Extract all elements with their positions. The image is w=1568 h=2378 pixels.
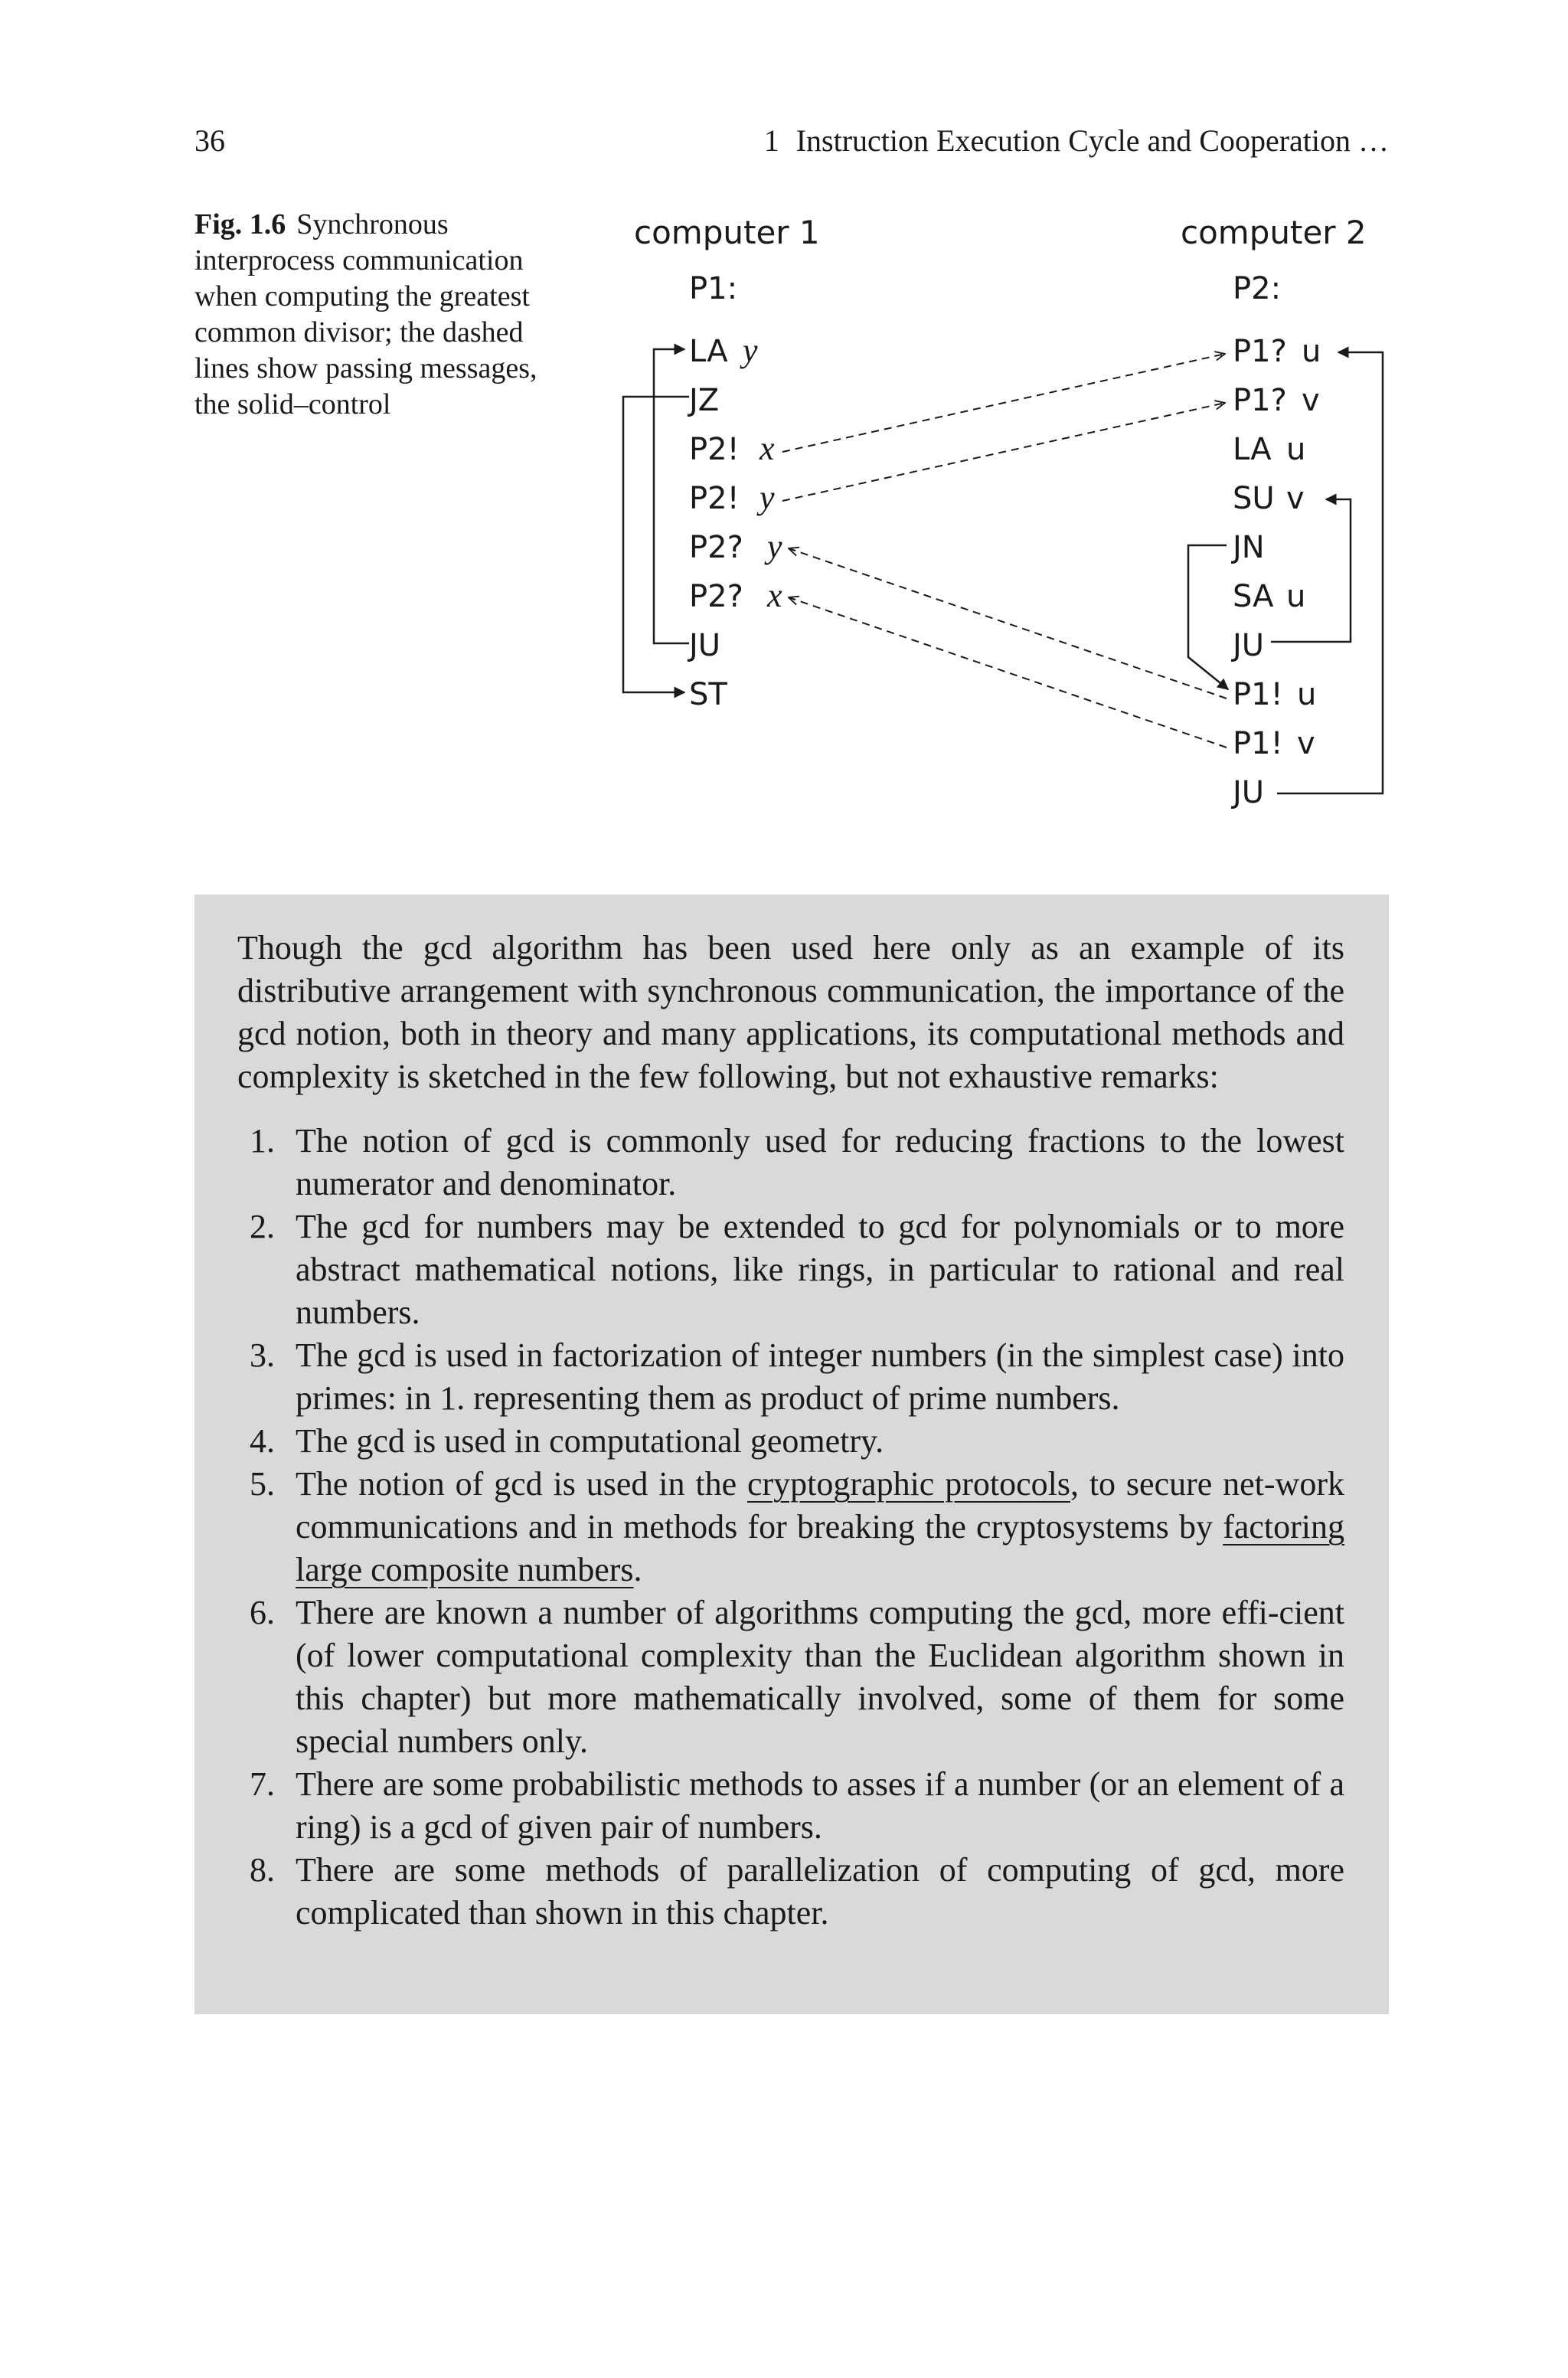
remark-text-part: .: [633, 1551, 642, 1588]
remarks-list: [237, 1120, 1344, 1935]
c2-op-p1-send-1: P1!: [1233, 677, 1283, 712]
c1-arg-p2-recv-2: x: [767, 577, 782, 614]
c2-arg-sa: u: [1286, 579, 1306, 614]
remark-number: 2.: [250, 1208, 275, 1245]
c1-op-ju: JU: [689, 628, 721, 663]
remark-text: The gcd for numbers may be extended to gcd for polynomials or to more abstract mathematical notions, like rings, in particular to rational and real numbers.: [296, 1208, 1344, 1331]
remark-text-part: , to secure net-work communications and in methods for breaking the cryptosystems by: [296, 1465, 1344, 1546]
c1-exit-control-line: [623, 397, 689, 692]
c2-arg-la: u: [1286, 432, 1306, 467]
c2-arg-p1-send-2: v: [1297, 726, 1315, 761]
message-v-to-p1: [789, 597, 1227, 747]
c2-op-ju-1: JU: [1233, 628, 1265, 663]
list-item: [237, 1763, 1344, 1849]
c1-arg-p2-send-2: y: [760, 479, 775, 516]
remarks-box: [194, 895, 1389, 2014]
list-item: [237, 1334, 1344, 1420]
message-x-to-p2: [782, 354, 1225, 452]
c2-op-p1-recv-2: P1?: [1233, 383, 1287, 418]
message-u-to-p1: [789, 548, 1227, 698]
c2-op-su: SU: [1233, 481, 1275, 516]
computer1-title: computer 1: [634, 214, 820, 251]
remark-text: There are some methods of parallelization of computing of gcd, more complicated than shown in this chapter.: [296, 1851, 1344, 1932]
running-head: [764, 123, 1389, 159]
c1-op-p2-send-2: P2!: [689, 481, 740, 516]
c1-arg-la: y: [743, 332, 758, 369]
figure-label: Fig. 1.6: [194, 208, 286, 240]
remark-number: 7.: [250, 1765, 275, 1803]
remark-text-part: The notion of gcd is used in the: [296, 1465, 747, 1503]
c2-arg-p1-recv-1: u: [1302, 334, 1321, 369]
remark-number: 1.: [250, 1122, 275, 1160]
remark-number: 5.: [250, 1465, 275, 1503]
c1-loop-control-line: [654, 349, 689, 643]
figure-caption: [194, 207, 562, 423]
figure-caption-text: Synchronous interprocess communication when computing the greatest common divisor; the dashed lines show passing messages, the solid–control: [194, 208, 537, 420]
c1-op-la: LA: [689, 334, 728, 369]
chapter-number: 1: [763, 123, 779, 158]
c2-op-jn: JN: [1233, 530, 1265, 565]
remark-number: 6.: [250, 1594, 275, 1631]
chapter-title: Instruction Execution Cycle and Cooperation …: [795, 123, 1389, 158]
remark-number: 8.: [250, 1851, 275, 1889]
p1-process-label: P1:: [689, 271, 738, 306]
factoring-numbers-link[interactable]: factoring large composite numbers: [296, 1508, 1344, 1588]
remark-number: 3.: [250, 1336, 275, 1374]
c1-arg-p2-send-1: x: [760, 430, 775, 467]
c1-op-st: ST: [689, 677, 727, 712]
c2-arg-p1-send-1: u: [1297, 677, 1317, 712]
gcd-communication-diagram: [597, 199, 1393, 827]
c2-arg-su: v: [1286, 481, 1305, 516]
remark-text: There are some probabilistic methods to asses if a number (or an element of a ring) is a gcd of given pair of numbers.: [296, 1765, 1344, 1846]
c2-op-p1-recv-1: P1?: [1233, 334, 1287, 369]
c2-arg-p1-recv-2: v: [1302, 383, 1320, 418]
c2-op-ju-2: JU: [1233, 775, 1265, 810]
c1-op-jz: JZ: [689, 383, 720, 418]
list-item: [237, 1420, 1344, 1463]
c1-arg-p2-recv-1: y: [767, 528, 782, 565]
c2-op-p1-send-2: P1!: [1233, 726, 1283, 761]
list-item: [237, 1120, 1344, 1205]
p2-process-label: P2:: [1233, 271, 1282, 306]
message-y-to-p2: [782, 403, 1225, 501]
list-item: [237, 1463, 1344, 1591]
c2-op-la: LA: [1233, 432, 1272, 467]
c2-jn-branch-control-line: [1188, 545, 1228, 689]
page-header: [194, 123, 1389, 161]
cryptographic-protocols-link[interactable]: cryptographic protocols: [746, 1465, 1070, 1503]
computer2-title: computer 2: [1181, 214, 1367, 251]
list-item: [237, 1591, 1344, 1763]
remark-text: There are known a number of algorithms computing the gcd, more effi-cient (of lower computational complexity than the Euclidean algorithm shown in this chapter) but more mathematically involved, some of them for some special numbers only.: [296, 1594, 1344, 1760]
remark-text: The notion of gcd is commonly used for reducing fractions to the lowest numerator and denominator.: [296, 1122, 1344, 1202]
list-item: [237, 1205, 1344, 1334]
c1-op-p2-send-1: P2!: [689, 432, 740, 467]
c2-outer-loop-control-line: [1277, 352, 1383, 793]
c2-inner-loop-control-line: [1271, 499, 1351, 642]
remarks-intro: Though the gcd algorithm has been used here only as an example of its distributive arrangement with synchronous communication, the importance of the gcd notion, both in theory and many applications, its computational methods and complexity is sketched in the few following, but not exhaustive remarks:: [237, 929, 1344, 1095]
remark-number: 4.: [250, 1422, 275, 1460]
remark-text: The gcd is used in factorization of integer numbers (in the simplest case) into primes: in 1. representing them as product of prime numbers.: [296, 1336, 1344, 1417]
list-item: [237, 1849, 1344, 1935]
c1-op-p2-recv-2: P2?: [689, 579, 743, 614]
page-number: 36: [194, 123, 225, 158]
remark-text: The gcd is used in computational geometry.: [296, 1422, 884, 1460]
c1-op-p2-recv-1: P2?: [689, 530, 743, 565]
c2-op-sa: SA: [1233, 579, 1274, 614]
